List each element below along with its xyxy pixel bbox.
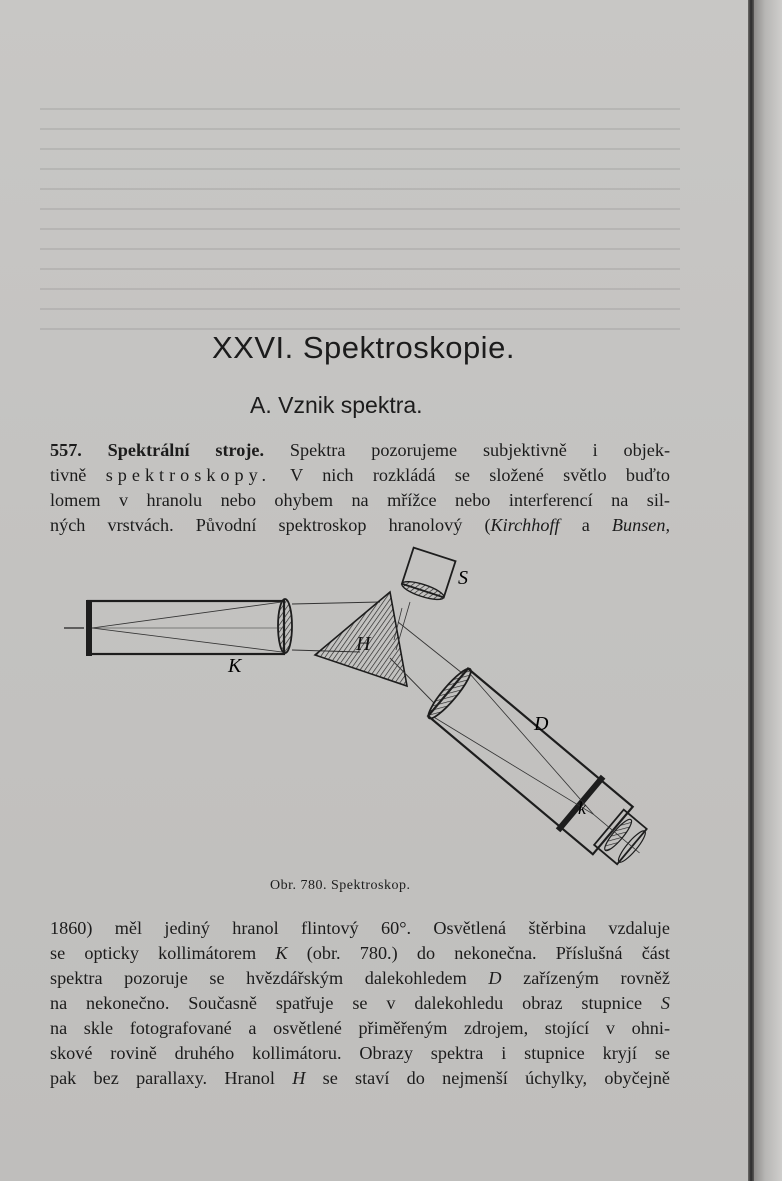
section-subtitle: A. Vznik spektra. [250, 392, 423, 418]
para2-line7 [50, 1066, 670, 1091]
para2-line4-a: na nekonečno. Současně spatřuje se v dalekohledu obraz stupnice [50, 993, 661, 1013]
name-kirchhoff: Kirchhoff [490, 515, 560, 535]
para1-line2-b: V nich rozkládá se složené světlo buďto [271, 465, 670, 485]
chapter-title: XXVI. Spektroskopie. [212, 330, 515, 365]
para2-line2-b: (obr. 780.) do nekonečna. Příslušná část [287, 943, 670, 963]
para1-line2-a: tivně [50, 465, 106, 485]
scale-collimator [400, 548, 455, 603]
symbol-k: K [275, 943, 288, 963]
symbol-h: H [292, 1068, 306, 1088]
paragraph-continuation [50, 916, 670, 1091]
para1-line1-text: Spektra pozorujeme subjektivně i objek- [264, 440, 671, 460]
para2-line3-b: zařízeným rovněž [501, 968, 671, 988]
name-bunsen: Bunsen, [611, 515, 670, 535]
para1-line1 [50, 438, 670, 463]
label-k: K [228, 655, 242, 677]
telescope-tube [422, 662, 660, 870]
para2-line2-a: se opticky kollimátorem [50, 943, 276, 963]
para2-line4 [50, 991, 670, 1016]
spaced-term: spektroskopy. [105, 465, 272, 485]
para2-line6: skové rovině druhého kollimátoru. Obrazy spektra i stupnice kryjí se [50, 1043, 670, 1063]
para1-line4-a: ných vrstvách. Původní spektroskop hranolový ( [50, 515, 491, 535]
label-k-small: k [578, 798, 586, 818]
figure-caption: Obr. 780. Spektroskop. [270, 878, 411, 893]
label-s: S [458, 567, 468, 589]
para1-line4 [50, 513, 670, 538]
para2-line7-b: se staví do nejmenší úchylky, obyčejně [305, 1068, 670, 1088]
label-h: H [356, 633, 371, 655]
para2-line2 [50, 941, 670, 966]
collimator-tube [86, 599, 292, 656]
label-d: D [534, 713, 549, 735]
para2-line5: na skle fotografované a osvětlené přiměřeným zdrojem, stojící v ohni- [50, 1018, 670, 1038]
bleed-through-text [40, 100, 680, 330]
section-heading: 557. Spektrální stroje. [50, 440, 265, 460]
para1-line2 [50, 463, 670, 488]
symbol-s: S [660, 993, 670, 1013]
page-edge [754, 0, 782, 1181]
para2-line3-a: spektra pozoruje se hvězdářským dalekohledem [50, 968, 489, 988]
para1-line4-b: a [559, 515, 612, 535]
paragraph-557 [50, 438, 670, 538]
para2-line3 [50, 966, 670, 991]
spectroscope-figure [60, 540, 660, 870]
symbol-d: D [488, 968, 502, 988]
para1-line3: lomem v hranolu nebo ohybem na mřížce nebo interferencí na sil- [50, 490, 670, 510]
para2-line7-a: pak bez parallaxy. Hranol [50, 1068, 293, 1088]
para2-line1: 1860) měl jediný hranol flintový 60°. Osvětlená štěrbina vzdaluje [50, 918, 670, 938]
